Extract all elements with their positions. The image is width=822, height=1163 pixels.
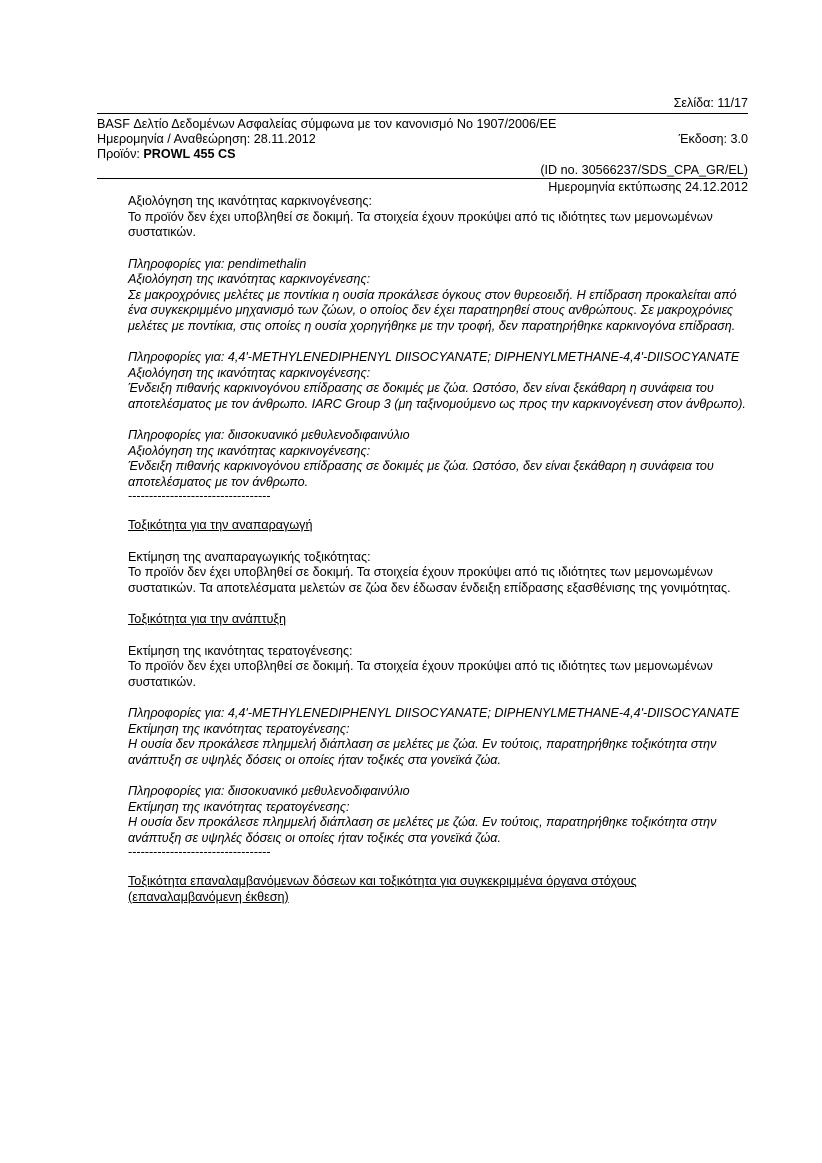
diisocyanate-assessment-label: Αξιολόγηση της ικανότητας καρκινογένεσης: <box>128 443 371 458</box>
reproductive-assessment-label: Εκτίμηση της αναπαραγωγικής τοξικότητας: <box>128 549 371 564</box>
dev-diisocyanate-assessment-label: Εκτίμηση της ικανότητας τερατογένεσης: <box>128 799 350 814</box>
separator-dashes: ---------------------------------- <box>128 489 271 503</box>
revision-date: Ημερομηνία / Αναθεώρηση: 28.11.2012 <box>97 132 316 146</box>
product-label: Προϊόν: <box>97 147 144 161</box>
mdi-info: Πληροφορίες για: 4,4'-METHYLENEDIPHENYL DIISOCYANATE; DIPHENYLMETHANE-4,4'-DIISOCYANATE <box>128 350 740 364</box>
version: Έκδοση: 3.0 <box>678 132 748 146</box>
separator-dashes: ---------------------------------- <box>128 845 271 859</box>
pendimethalin-text: Σε μακροχρόνιες μελέτες με ποντίκια η ουσία προκάλεσε όγκους στον θυρεοειδή. Η επίδραση προκαλείται από ένα συγκεκριμμένο μηχανισμό των ζώων, ο οποίος δεν έχει παρατηρηθεί στους ανθρώπους. Σε μακροχρόνιες μελέτες με ποντίκια, στις οποίες η ουσία χορηγήθηκε με την τροφή, δεν παρατηρήθηκε καρκινογόνα επίδραση. <box>128 287 737 333</box>
header-top-rule <box>97 113 748 114</box>
carc-assessment-label: Αξιολόγηση της ικανότητας καρκινογένεσης: <box>128 194 372 208</box>
product-name: PROWL 455 CS <box>143 147 236 161</box>
product-line <box>97 147 236 162</box>
document-title: BASF Δελτίο Δεδομένων Ασφαλείας σύμφωνα με τον κανονισμό No 1907/2006/ΕΕ <box>97 117 557 131</box>
developmental-assessment-label: Εκτίμηση της ικανότητας τερατογένεσης: <box>128 643 353 658</box>
mdi-assessment-label: Αξιολόγηση της ικανότητας καρκινογένεσης: <box>128 365 371 380</box>
dev-mdi-text: Η ουσία δεν προκάλεσε πλημμελή διάπλαση σε μελέτες με ζώα. Εν τούτοις, παρατηρήθηκε τοξικότητα στην ανάπτυξη σε υψηλές δόσεις οι οποίες ήταν τοξικές στα γονεϊκά ζώα. <box>128 737 717 767</box>
pendimethalin-info: Πληροφορίες για: pendimethalin <box>128 256 307 271</box>
print-date: Ημερομηνία εκτύπωσης 24.12.2012 <box>548 180 748 194</box>
document-id: (ID no. 30566237/SDS_CPA_GR/EL) <box>540 163 748 177</box>
pendimethalin-assessment-label: Αξιολόγηση της ικανότητας καρκινογένεσης: <box>128 272 371 286</box>
reproductive-toxicity-heading: Τοξικότητα για την αναπαραγωγή <box>128 518 313 532</box>
document-body <box>128 194 748 905</box>
dev-diisocyanate-text: Η ουσία δεν προκάλεσε πλημμελή διάπλαση σε μελέτες με ζώα. Εν τούτοις, παρατηρήθηκε τοξικότητα στην ανάπτυξη σε υψηλές δόσεις οι οποίες ήταν τοξικές στα γονεϊκά ζώα. <box>128 815 717 845</box>
carc-not-tested-text: Το προϊόν δεν έχει υποβληθεί σε δοκιμή. Τα στοιχεία έχουν προκύψει από τις ιδιότητες των μεμονωμένων συστατικών. <box>128 209 713 239</box>
reproductive-text: Το προϊόν δεν έχει υποβληθεί σε δοκιμή. Τα στοιχεία έχουν προκύψει από τις ιδιότητες των μεμονωμένων συστατικών. Τα αποτελέσματα μελετών σε ζώα δεν έδωσαν ένδειξη επίδρασης εξασθένισης της γονιμότητας. <box>128 565 731 595</box>
page-number: Σελίδα: 11/17 <box>673 96 748 110</box>
dev-mdi-assessment-label: Εκτίμηση της ικανότητας τερατογένεσης: <box>128 721 350 736</box>
header-bottom-rule <box>97 178 748 179</box>
dev-diisocyanate-info: Πληροφορίες για: διισοκυανικό μεθυλενοδιφαινύλιο <box>128 784 410 798</box>
developmental-text: Το προϊόν δεν έχει υποβληθεί σε δοκιμή. Τα στοιχεία έχουν προκύψει από τις ιδιότητες των μεμονωμένων συστατικών. <box>128 659 713 689</box>
stot-repeated-heading: Τοξικότητα επαναλαμβανόμενων δόσεων και τοξικότητα για συγκεκριμμένα όργανα στόχους (επαναλαμβανόμενη έκθεση) <box>128 874 637 904</box>
diisocyanate-info: Πληροφορίες για: διισοκυανικό μεθυλενοδιφαινύλιο <box>128 428 410 442</box>
mdi-text: Ένδειξη πιθανής καρκινογόνου επίδρασης σε δοκιμές με ζώα. Ωστόσο, δεν είναι ξεκάθαρη η συνάφεια του αποτελέσματος με τον άνθρωπο. IARC Group 3 (μη ταξινομούμενο ως προς την καρκινογένεση στον άνθρωπο). <box>128 381 746 411</box>
diisocyanate-text: Ένδειξη πιθανής καρκινογόνου επίδρασης σε δοκιμές με ζώα. Ωστόσο, δεν είναι ξεκάθαρη η συνάφεια του αποτελέσματος με τον άνθρωπο. <box>128 459 714 489</box>
dev-mdi-info: Πληροφορίες για: 4,4'-METHYLENEDIPHENYL DIISOCYANATE; DIPHENYLMETHANE-4,4'-DIISOCYANATE <box>128 706 740 720</box>
developmental-toxicity-heading: Τοξικότητα για την ανάπτυξη <box>128 612 286 626</box>
